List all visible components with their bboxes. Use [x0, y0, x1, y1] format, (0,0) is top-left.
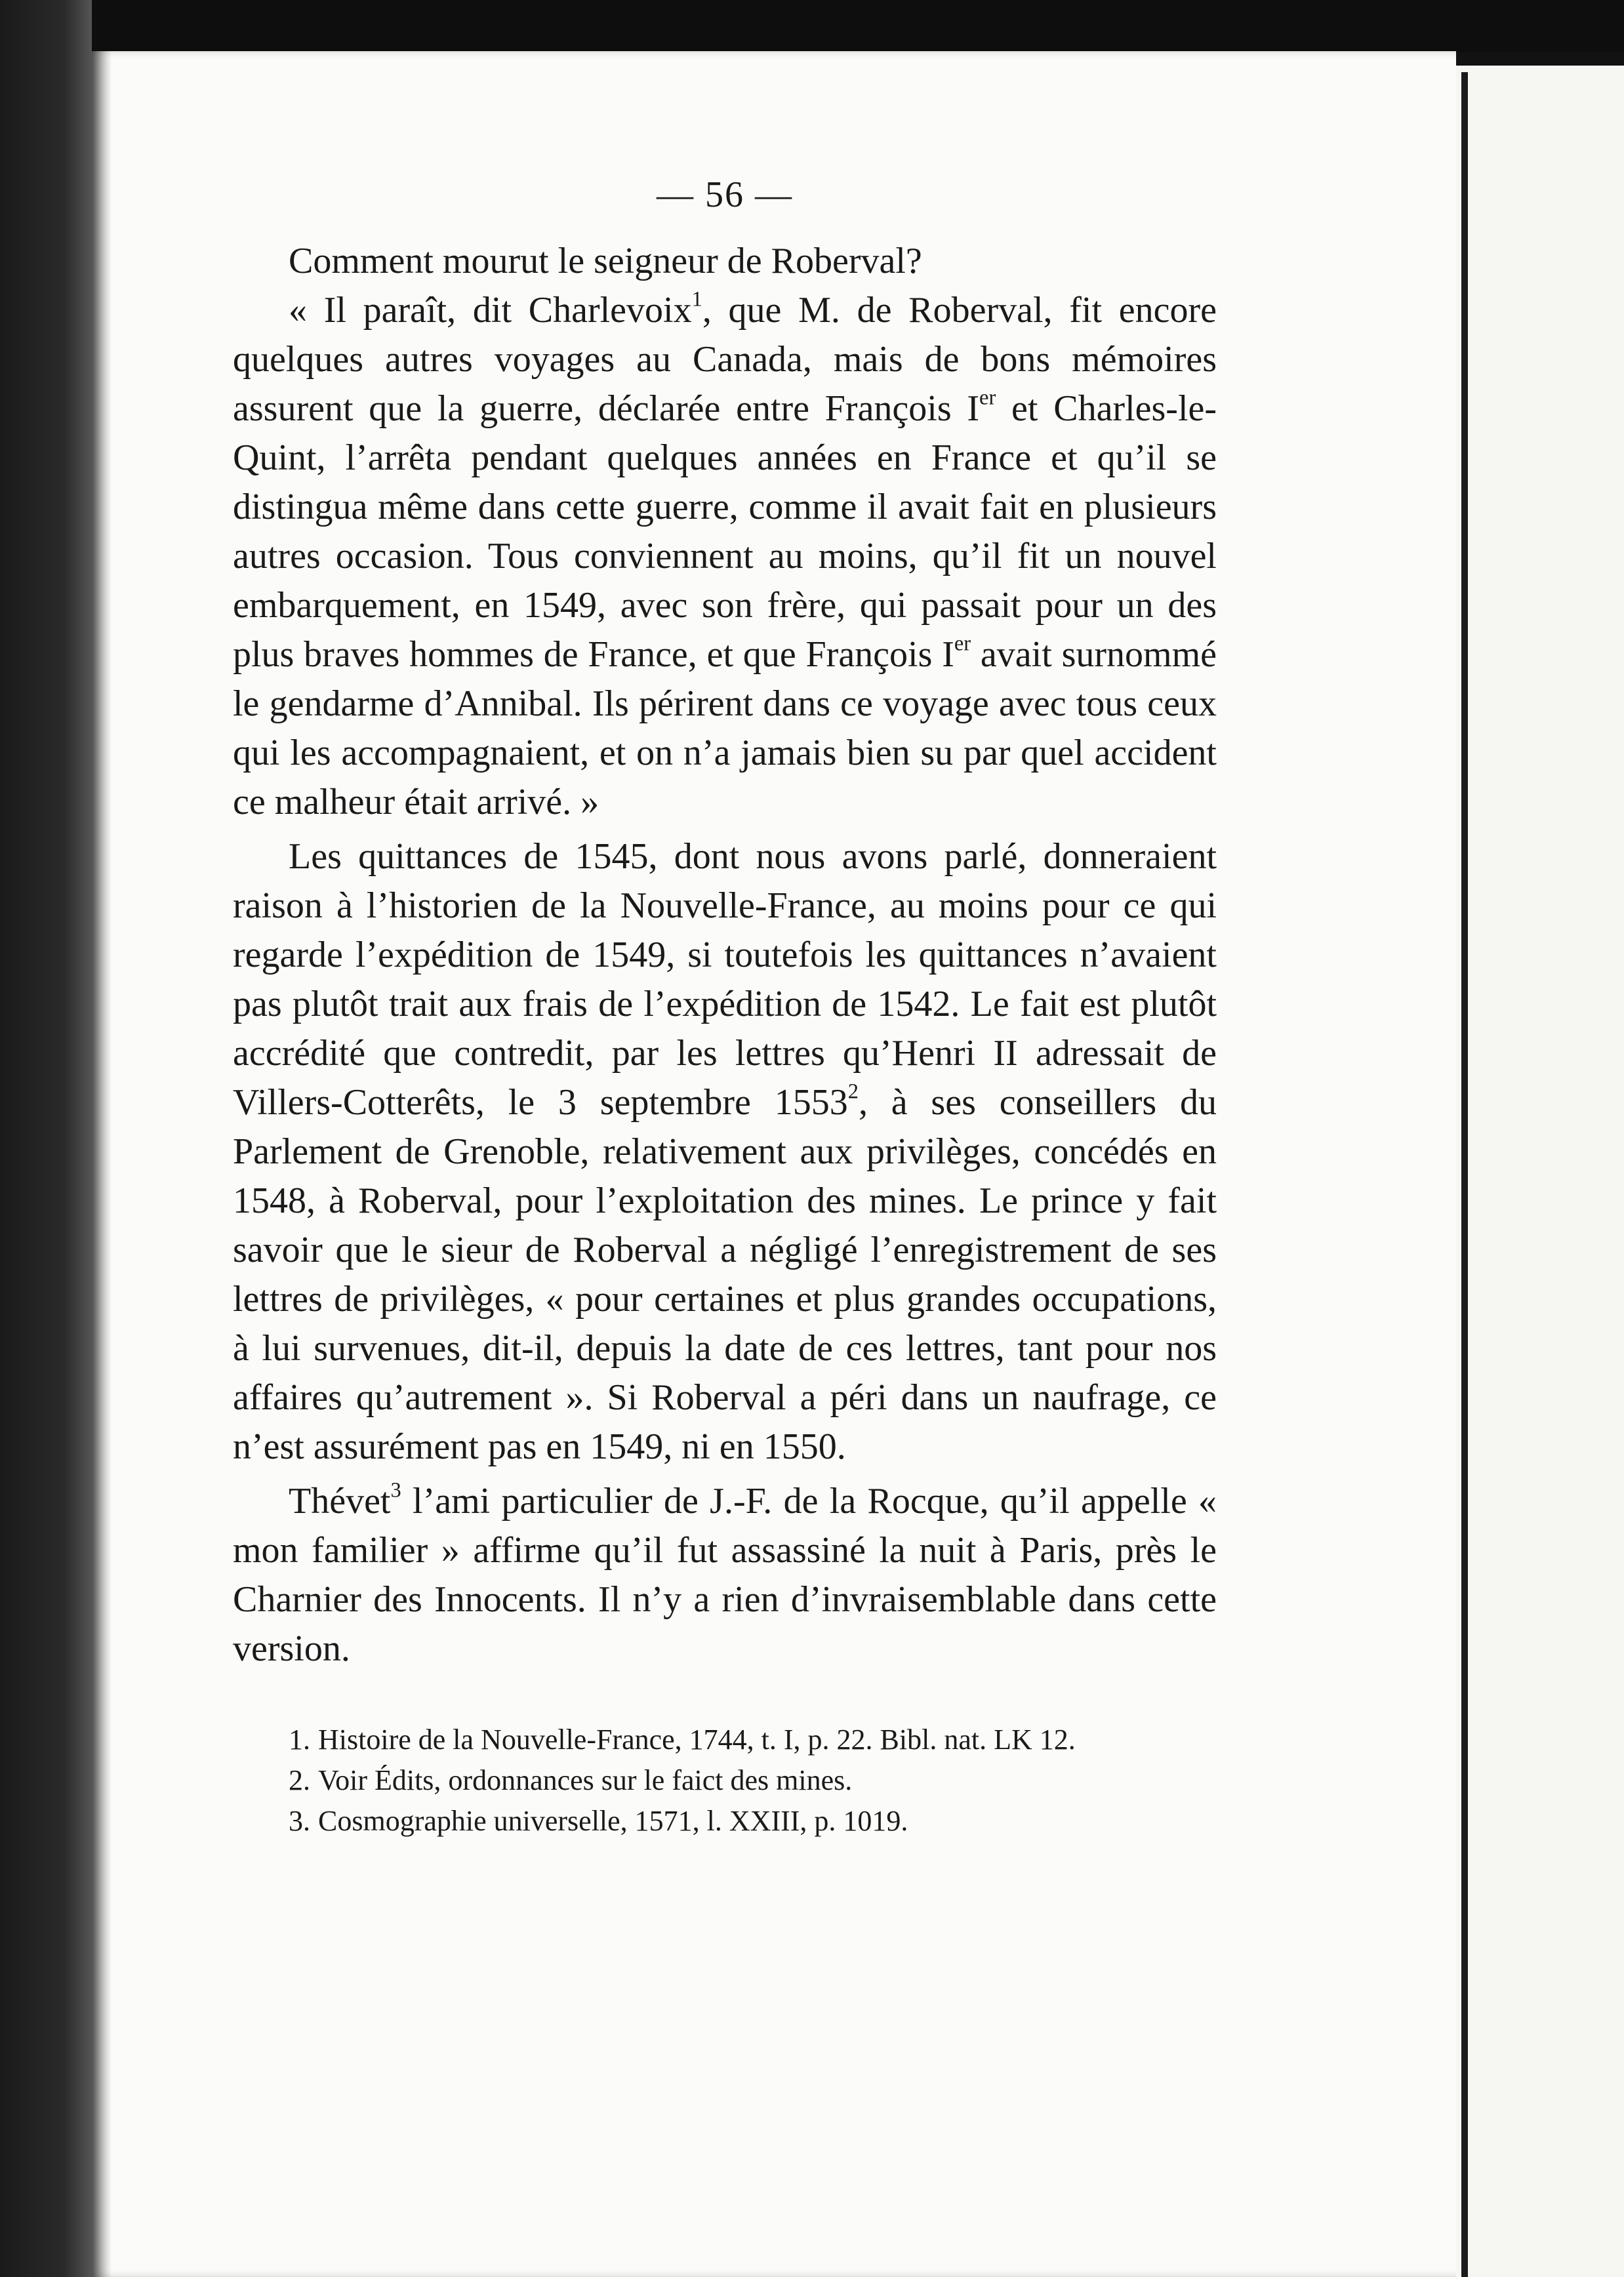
- adjacent-page-edge: [1461, 72, 1468, 2277]
- paragraph-text: Comment mourut le seigneur de Roberval?: [289, 241, 922, 281]
- book-binding-shadow: [0, 0, 92, 2277]
- page-number: — 56 —: [657, 174, 793, 215]
- paragraph-quote-charlevoix: [233, 286, 1217, 827]
- adjacent-page: [1456, 66, 1624, 2277]
- ordinal-superscript: er: [979, 386, 996, 410]
- footnote-text: Voir Édits, ordonnances sur le faict des mines.: [318, 1764, 853, 1796]
- paragraph: [233, 237, 1217, 286]
- footnote-number: 3.: [289, 1805, 310, 1837]
- paragraph-text: , que M. de Roberval, fit encore quelques autres voyages au Canada, mais de bons mémoires assurent que la guerre, déclarée entre François I: [233, 290, 1217, 429]
- footnote: [233, 1760, 1217, 1801]
- footnote-number: 2.: [289, 1764, 310, 1796]
- page-gutter-shadow: [92, 51, 112, 2277]
- footnotes: [233, 1720, 1217, 1842]
- paragraph-text: Thévet: [289, 1481, 391, 1521]
- footnote: [233, 1720, 1217, 1760]
- page-text-block: [233, 171, 1217, 1842]
- footnote-reference: 2: [847, 1079, 859, 1104]
- footnote-text: Histoire de la Nouvelle-France, 1744, t. I, p. 22. Bibl. nat. LK 12.: [318, 1723, 1076, 1756]
- paragraph-text: Les quittances de 1545, dont nous avons parlé, donneraient raison à l’historien de la Nouvelle-France, au moins pour ce qui regarde l’expédition de 1549, si toutefois les quittances n’avaient pas plutôt trait aux frais de l’expédition de 1542. Le fait est plutôt accrédité que contredit, par les lettres qu’Henri II adressait de Villers-Cotterêts, le 3 septembre 1553: [233, 836, 1217, 1123]
- paragraph-quittances: [233, 832, 1217, 1472]
- footnote-reference: 3: [390, 1478, 401, 1502]
- footnote: [233, 1801, 1217, 1842]
- paragraph-text: et Charles-le-Quint, l’arrêta pendant quelques années en France et qu’il se distingua même dans cette guerre, comme il avait fait en plusieurs autres occasion. Tous conviennent au moins, qu’il fit un nouvel embarquement, en 1549, avec son frère, qui passait pour un des plus braves hommes de France, et que François I: [233, 388, 1217, 675]
- footnote-text: Cosmographie universelle, 1571, l. XXIII, p. 1019.: [318, 1805, 908, 1837]
- paragraph-text: l’ami particulier de J.-F. de la Rocque, qu’il appelle « mon familier » affirme qu’il fut assassiné la nuit à Paris, près le Charnier des Innocents. Il n’y a rien d’invraisemblable dans cette version.: [233, 1481, 1217, 1669]
- footnote-number: 1.: [289, 1723, 310, 1756]
- paragraph-text: « Il paraît, dit Charlevoix: [289, 290, 692, 331]
- paragraph-thevet: [233, 1477, 1217, 1674]
- paragraph-text: avait surnommé le gendarme d’Annibal. Ils périrent dans ce voyage avec tous ceux qui les accompagnaient, et on n’a jamais bien su par quel accident ce malheur était arrivé. »: [233, 634, 1217, 822]
- ordinal-superscript: er: [954, 632, 971, 656]
- footnote-reference: 1: [691, 287, 702, 312]
- scanner-background-top: [0, 0, 1624, 52]
- paragraph-text: , à ses conseillers du Parlement de Grenoble, relativement aux privilèges, concédés en 1548, à Roberval, pour l’exploitation des mines. Le prince y fait savoir que le sieur de Roberval a négligé l’enregistrement de ses lettres de privilèges, « pour certaines et plus grandes occupations, à lui survenues, dit-il, depuis la date de ces lettres, tant pour nos affaires qu’autrement ». Si Roberval a péri dans un naufrage, ce n’est assurément pas en 1549, ni en 1550.: [233, 1082, 1217, 1467]
